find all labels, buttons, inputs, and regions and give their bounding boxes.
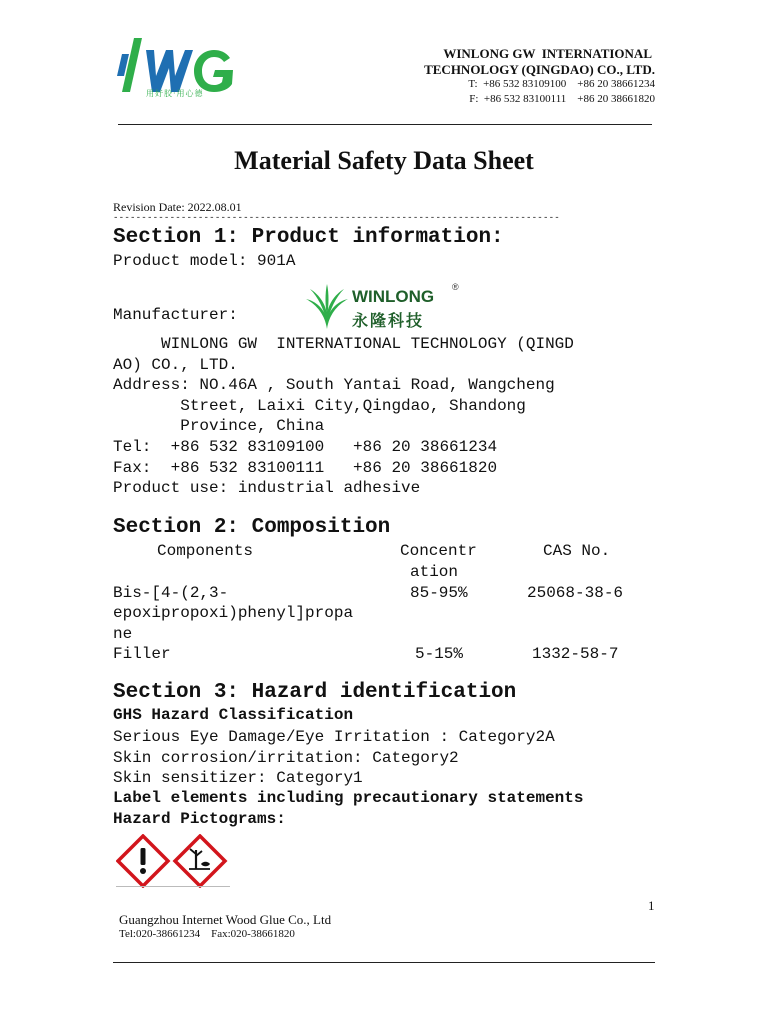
footer-company: Guangzhou Internet Wood Glue Co., Ltd <box>119 912 332 927</box>
manufacturer-label: Manufacturer: <box>113 306 238 324</box>
row2-component: Filler <box>113 645 171 663</box>
footer-divider <box>113 962 655 963</box>
hazard-line-3: Skin sensitizer: Category1 <box>113 769 363 787</box>
row1-concentration: 85-95% <box>410 584 468 602</box>
col-cas: CAS No. <box>543 542 611 560</box>
dash-divider: ------------------------------------------------------------------------------- <box>113 212 560 223</box>
hazard-pictograms <box>116 834 230 888</box>
revision-date: Revision Date: 2022.08.01 <box>113 200 242 214</box>
header-divider <box>118 124 652 125</box>
page-number: 1 <box>648 898 655 913</box>
logo-subtitle: 用好胶·用心德 <box>146 89 204 98</box>
col-concentration-2: ation <box>410 563 459 581</box>
address-line-3: Province, China <box>113 417 325 435</box>
row1-cas: 25068-38-6 <box>527 584 624 602</box>
winlong-leaf-icon <box>304 283 350 331</box>
manufacturer-name-2: AO) CO., LTD. <box>113 356 238 374</box>
winlong-reg-mark: ® <box>452 282 459 292</box>
col-components: Components <box>157 542 254 560</box>
row1-component-2: epoxipropoxi)phenyl]propa <box>113 604 354 622</box>
header-fax: F: +86 532 83100111 +86 20 38661820 <box>469 93 655 105</box>
manufacturer-tel: Tel: +86 532 83109100 +86 20 38661234 <box>113 438 498 456</box>
header-company-line2: TECHNOLOGY (QINGDAO) CO., LTD. <box>424 62 655 77</box>
hazard-line-2: Skin corrosion/irritation: Category2 <box>113 749 459 767</box>
row1-component-3: ne <box>113 625 133 643</box>
hazard-pictograms-label: Hazard Pictograms: <box>113 810 286 828</box>
section2-heading: Section 2: Composition <box>113 516 391 539</box>
section3-heading: Section 3: Hazard identification <box>113 681 517 704</box>
page-title: Material Safety Data Sheet <box>234 146 534 175</box>
ghs-classification: GHS Hazard Classification <box>113 706 354 724</box>
product-use: Product use: industrial adhesive <box>113 479 421 497</box>
manufacturer-fax: Fax: +86 532 83100111 +86 20 38661820 <box>113 459 498 477</box>
header-tel: T: +86 532 83109100 +86 20 38661234 <box>468 78 655 90</box>
address-line-1: Address: NO.46A , South Yantai Road, Wangcheng <box>113 376 555 394</box>
row1-component-1: Bis-[4-(2,3- <box>113 584 229 602</box>
section1-heading: Section 1: Product information: <box>113 226 504 249</box>
footer-contact: Tel:020-38661234 Fax:020-38661820 <box>119 928 295 940</box>
label-elements: Label elements including precautionary statements <box>113 789 584 807</box>
environment-hazard-icon <box>172 834 228 888</box>
manufacturer-name-1: WINLONG GW INTERNATIONAL TECHNOLOGY (QINGD <box>113 335 574 353</box>
col-concentration-1: Concentr <box>400 542 477 560</box>
winlong-chinese: 永隆科技 <box>352 311 425 330</box>
pictogram-underline <box>116 886 230 887</box>
row2-cas: 1332-58-7 <box>532 645 619 663</box>
hazard-line-1: Serious Eye Damage/Eye Irritation : Category2A <box>113 728 555 746</box>
row2-concentration: 5-15% <box>415 645 464 663</box>
company-logo <box>112 36 262 100</box>
header-company-line1: WINLONG GW INTERNATIONAL <box>443 46 652 61</box>
address-line-2: Street, Laixi City,Qingdao, Shandong <box>113 397 526 415</box>
winlong-logo <box>302 282 462 332</box>
winlong-brand: WINLONG <box>352 287 435 306</box>
product-model: Product model: 901A <box>113 252 296 270</box>
